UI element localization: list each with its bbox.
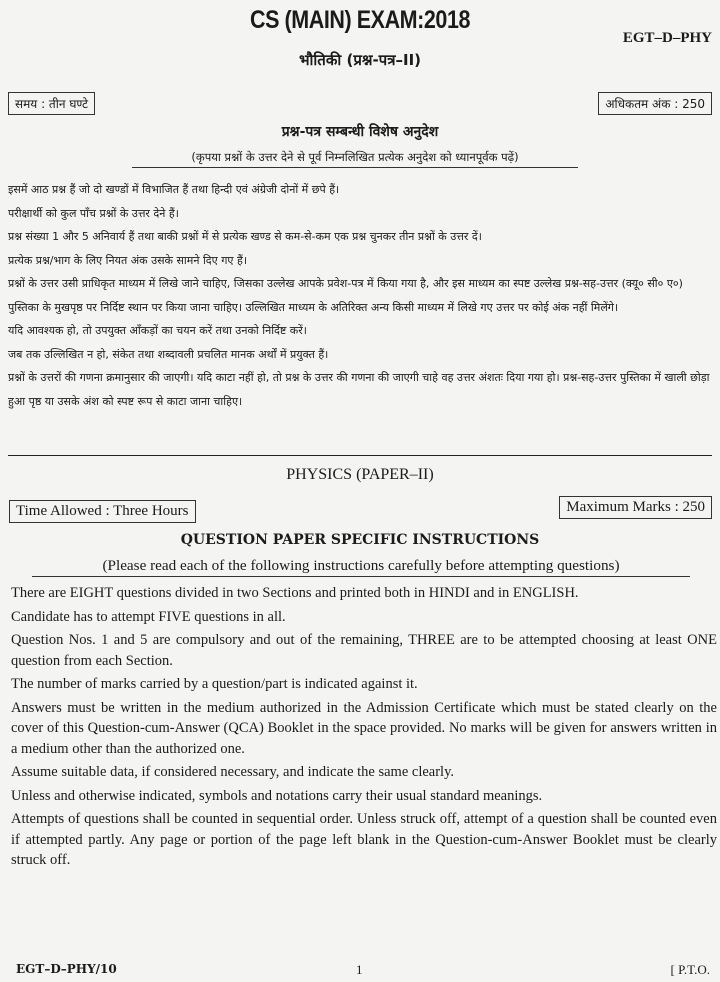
hindi-instruction: प्रश्न संख्या 1 और 5 अनिवार्य हैं तथा बाकी प्रश्नों में से प्रत्येक खण्ड से कम-से-कम एक प्रश्न चुनकर तीन प्रश्नों के उत्तर दें।	[8, 230, 482, 243]
maximum-marks: Maximum Marks : 250	[559, 496, 712, 519]
time-allowed: Time Allowed : Three Hours	[9, 500, 196, 523]
physics-paper-title: PHYSICS (PAPER–II)	[286, 466, 434, 483]
hindi-subject-title: भौतिकी (प्रश्न-पत्र–II)	[298, 51, 422, 69]
instruction-item: Candidate has to attempt FIVE questions in all.	[11, 608, 286, 625]
section-divider	[8, 455, 712, 456]
hindi-instruction: यदि आवश्यक हो, तो उपयुक्त आँकड़ों का चयन करें तथा उनको निर्दिष्ट करें।	[8, 324, 307, 337]
hindi-instructions-heading: प्रश्न-पत्र सम्बन्धी विशेष अनुदेश	[281, 124, 439, 140]
hindi-instruction: प्रश्नों के उत्तरों की गणना क्रमानुसार की जाएगी। यदि काटा नहीं हो, तो प्रश्न के उत्तर की गणना की जाएगी चाहे वह उत्तर अंशतः दिया गया हो। प्रश्न-सह-उत्तर पुस्तिका में खाली छोड़ा हुआ पृष्ठ या उसके अंश को स्पष्ट रूप से काटा जाना चाहिए।	[8, 371, 710, 408]
instruction-item: There are EIGHT questions divided in two Sections and printed both in HINDI and in ENGLISH.	[11, 585, 579, 601]
instruction-item: Question Nos. 1 and 5 are compulsory and out of the remaining, THREE are to be attempted choosing at least ONE question from each Section.	[11, 632, 717, 669]
exam-title: CS (MAIN) EXAM:2018	[249, 6, 470, 34]
instruction-item: The number of marks carried by a question/part is indicated against it.	[11, 676, 418, 692]
hindi-max-marks: अधिकतम अंक : 250	[598, 92, 712, 115]
instructions-subheading: (Please read each of the following instructions carefully before attempting questions)	[32, 557, 690, 577]
hindi-instruction: इसमें आठ प्रश्न हैं जो दो खण्डों में विभाजित हैं तथा हिन्दी एवं अंग्रेजी दोनों में छपे हैं।	[8, 183, 340, 196]
hindi-time-allowed: समय : तीन घण्टे	[8, 92, 95, 115]
instruction-item: Answers must be written in the medium authorized in the Admission Certificate which must be stated clearly on the cover of this Question-cum-Answer (QCA) Booklet in the space provided. No marks will be given for answers written in a medium other than the authorized one.	[11, 699, 717, 757]
pto-marker: [ P.T.O.	[670, 962, 710, 977]
hindi-instructions-list	[8, 178, 713, 413]
instruction-item: Unless and otherwise indicated, symbols and notations carry their usual standard meanings.	[11, 787, 543, 804]
instructions-list	[11, 583, 717, 874]
hindi-instruction: प्रश्नों के उत्तर उसी प्राधिकृत माध्यम में लिखे जाने चाहिए, जिसका उल्लेख आपके प्रवेश-पत्र में किया गया है, और इस माध्यम का स्पष्ट उल्लेख प्रश्न-सह-उत्तर (क्यू० सी० ए०) पुस्तिका के मुखपृष्ठ पर निर्दिष्ट स्थान पर किया जाना चाहिए। उल्लिखित माध्यम के अतिरिक्त अन्य किसी माध्यम में लिखे गए उत्तर पर कोई अंक नहीं मिलेंगे।	[8, 277, 683, 314]
hindi-instruction: जब तक उल्लिखित न हो, संकेत तथा शब्दावली प्रचलित मानक अर्थों में प्रयुक्त हैं।	[8, 347, 329, 361]
instructions-heading: QUESTION PAPER SPECIFIC INSTRUCTIONS	[180, 532, 540, 548]
footer-paper-code: EGT–D–PHY/10	[16, 962, 117, 976]
instruction-item: Attempts of questions shall be counted in sequential order. Unless struck off, attempt of a question shall be counted even if attempted partly. Any page or portion of the page left blank in the Question-cum-Answer Booklet must be clearly struck off.	[11, 811, 717, 868]
hindi-instruction: परीक्षार्थी को कुल पाँच प्रश्नों के उत्तर देने हैं।	[8, 206, 179, 220]
page-number: 1	[356, 962, 363, 977]
paper-code: EGT–D–PHY	[622, 30, 712, 46]
hindi-instruction: प्रत्येक प्रश्न/भाग के लिए नियत अंक उसके सामने दिए गए हैं।	[8, 253, 247, 267]
hindi-instructions-subheading: (कृपया प्रश्नों के उत्तर देने से पूर्व निम्नलिखित प्रत्येक अनुदेश को ध्यानपूर्वक पढ़ें)	[132, 150, 578, 168]
instruction-item: Assume suitable data, if considered necessary, and indicate the same clearly.	[11, 764, 455, 780]
